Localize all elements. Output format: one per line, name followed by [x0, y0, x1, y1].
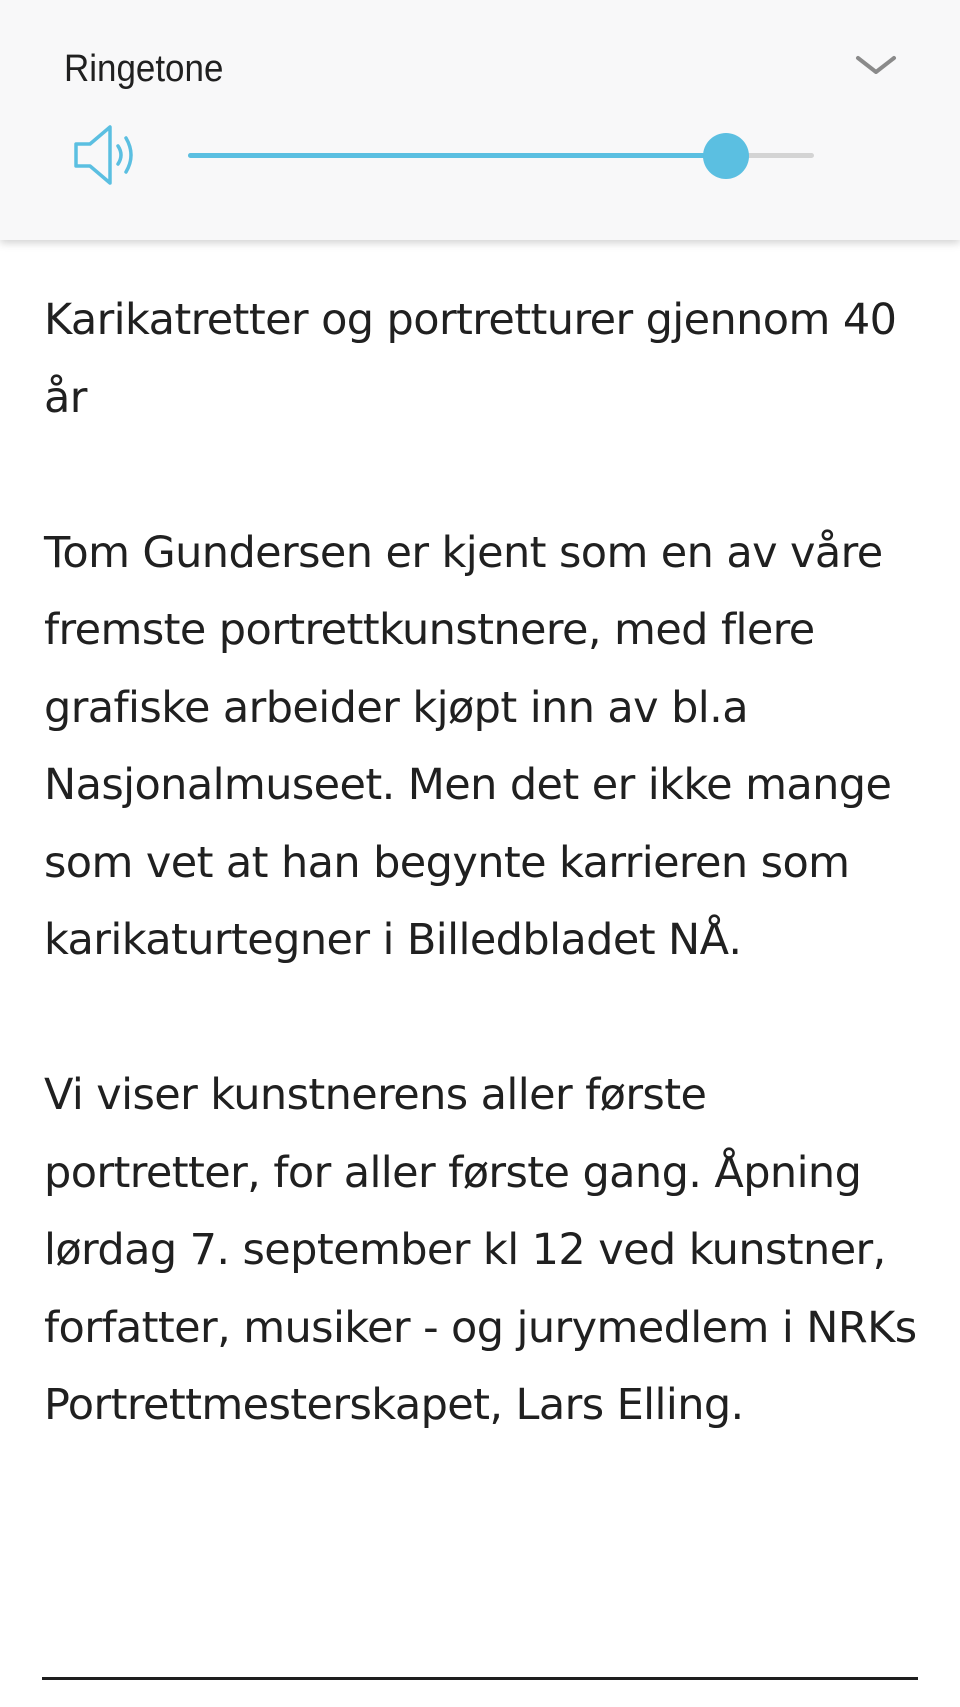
chevron-down-icon[interactable] — [848, 44, 904, 84]
divider — [42, 1677, 918, 1680]
slider-thumb[interactable] — [703, 133, 749, 179]
volume-slider[interactable] — [188, 125, 814, 185]
article-body — [44, 282, 924, 1522]
volume-panel — [0, 0, 960, 240]
article-paragraph: Tom Gundersen er kjent som en av våre fremste portrettkunstnere, med flere grafiske arbeider kjøpt inn av bl.a Nasjonalmuseet. Men det er ikke mange som vet at han begynte karrieren som karikaturtegner i Billedbladet NÅ. — [44, 527, 892, 965]
slider-fill — [188, 153, 726, 158]
article-paragraph: Vi viser kunstnerens aller første portretter, for aller første gang. Åpning lørdag 7. september kl 12 ved kunstner, forfatter, musiker - og jurymedlem i NRKs Portrettmesterskapet, Lars Elling. — [44, 1070, 917, 1430]
stream-label: Ringetone — [64, 48, 224, 90]
speaker-volume-icon[interactable] — [72, 122, 144, 188]
article-heading: Karikatretter og portretturer gjennom 40 år — [44, 295, 897, 423]
